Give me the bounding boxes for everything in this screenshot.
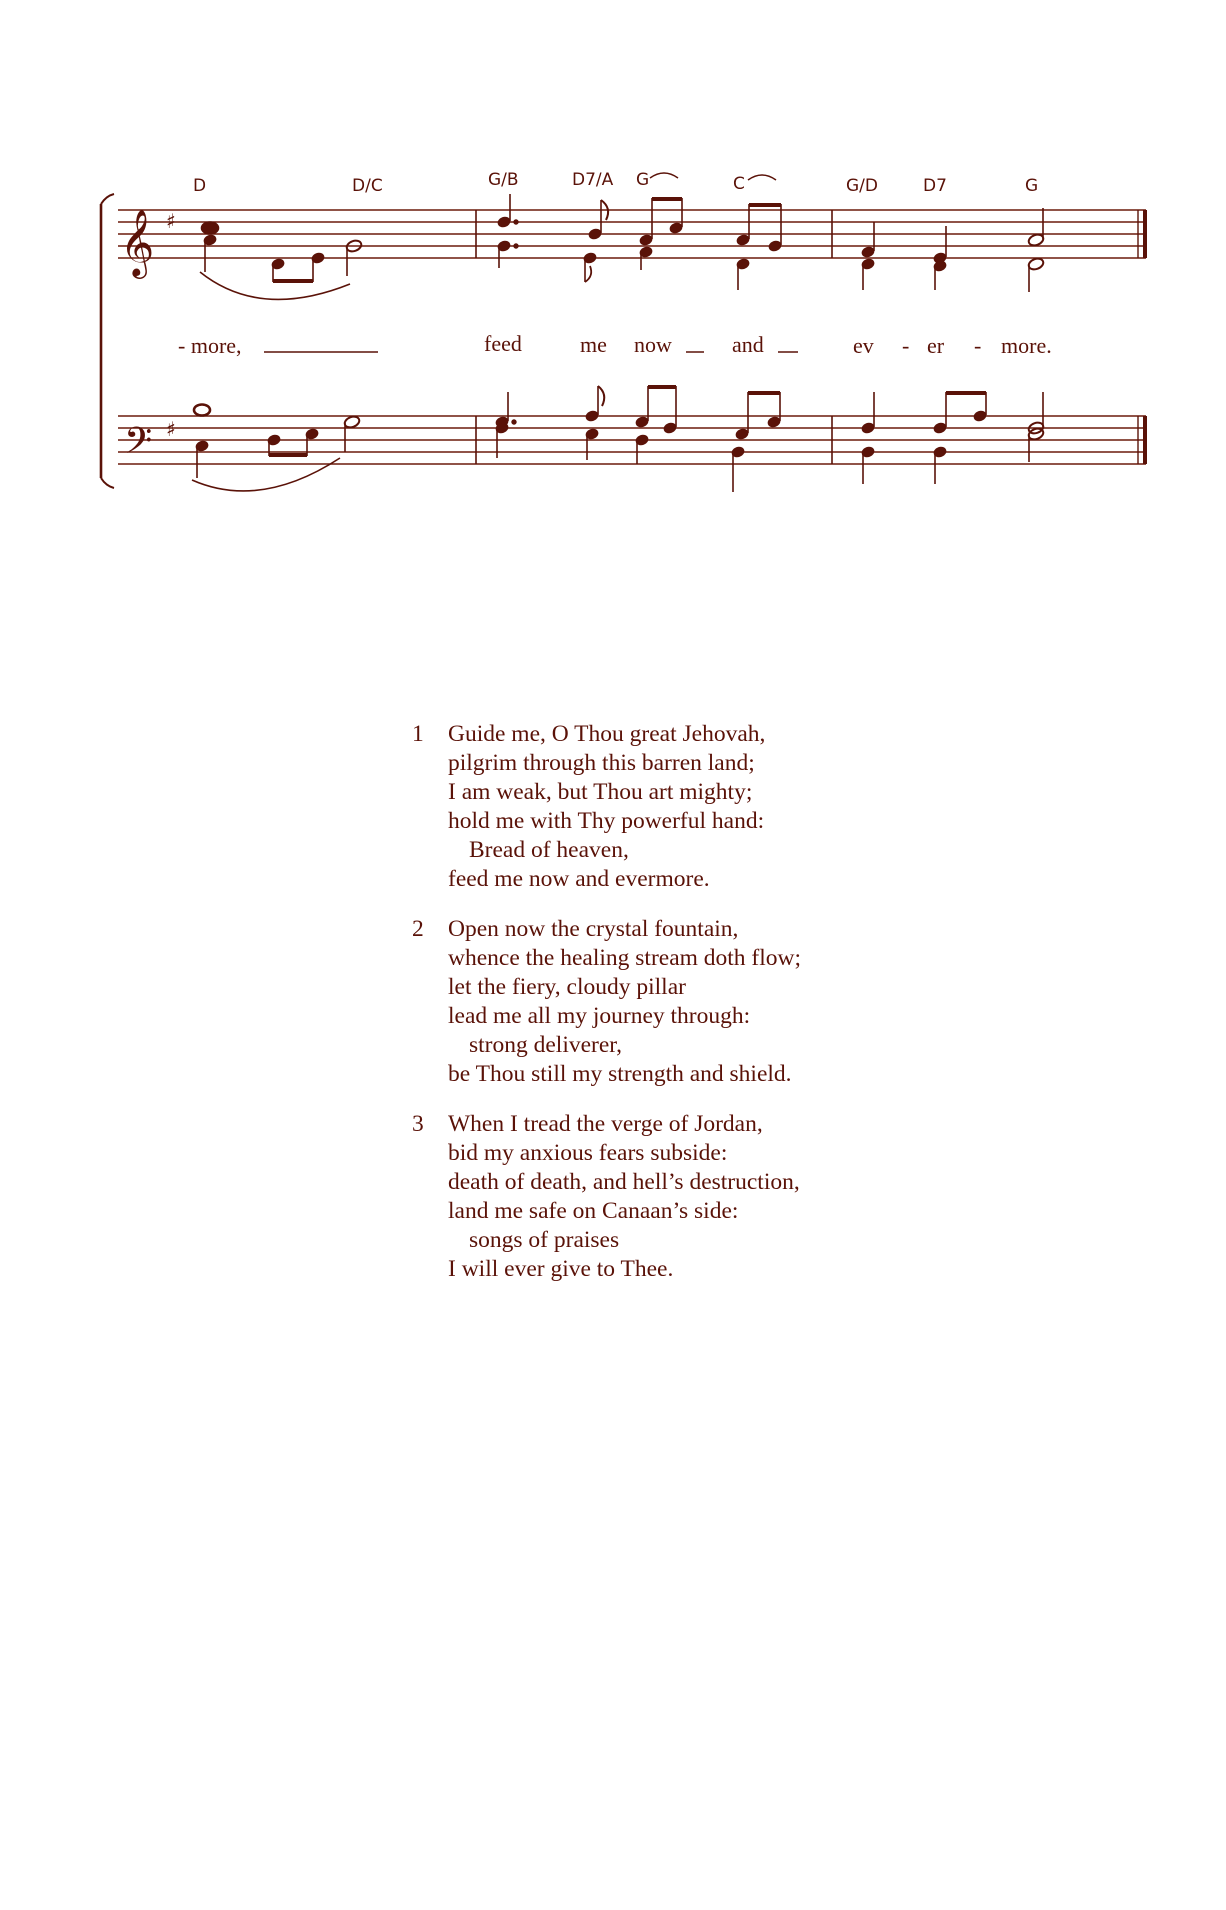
sharp-icon: ♯ [166,209,176,233]
system-bracket [101,194,114,488]
lyrics-line [178,331,1052,358]
chord-symbol: G [1025,176,1039,196]
verse-line: Bread of heaven, [469,837,629,863]
verse-line: feed me now and evermore. [448,866,710,892]
chord-symbol: D [193,176,207,196]
verse-text [448,915,932,1089]
verse-1 [412,720,932,894]
verse-3 [412,1110,932,1284]
verse-line: When I tread the verge of Jordan, [448,1111,763,1137]
verse-line: strong deliverer, [469,1032,623,1058]
lyric-syllable: feed [484,331,522,356]
lyric-syllable: me [580,332,607,357]
lyric-syllable: and [732,332,764,357]
music-score [0,0,1226,520]
treble-staff [118,194,1146,299]
verse-line: pilgrim through this barren land; [448,750,755,776]
chord-symbol: C [733,174,745,194]
verse-line: lead me all my journey through: [448,1003,751,1029]
verse-line: be Thou still my strength and shield. [448,1061,792,1087]
chord-symbol: G/B [488,170,519,190]
verse-line: whence the healing stream doth flow; [448,945,802,971]
bass-clef-icon: 𝄢 [124,420,153,471]
verse-line: death of death, and hell’s destruction, [448,1169,800,1195]
lyric-syllable: - more, [178,333,242,358]
chord-symbol: G [636,170,650,190]
sharp-icon: ♯ [166,417,176,441]
verse-number: 1 [412,721,424,747]
verse-line: land me safe on Canaan’s side: [448,1198,739,1224]
verse-number: 3 [412,1111,424,1137]
verse-2 [412,915,932,1089]
verse-line: bid my anxious fears subside: [448,1140,728,1166]
verse-line: Open now the crystal fountain, [448,916,739,942]
verse-line: I am weak, but Thou art mighty; [448,779,753,805]
verse-line: let the fiery, cloudy pillar [448,974,686,1000]
verse-line: I will ever give to Thee. [448,1256,674,1282]
bass-staff [118,386,1146,492]
treble-clef-icon: 𝄞 [120,208,155,276]
chord-symbols [193,170,1038,196]
verse-text [448,1110,932,1284]
lyric-syllable: er [927,333,945,358]
lyric-syllable: - [974,333,982,358]
hymn-verses [412,720,932,1305]
chord-symbol: D/C [352,176,383,196]
verse-text [448,720,932,894]
lyric-syllable: ev [853,333,874,358]
chord-symbol: D7 [923,176,947,196]
verse-line: songs of praises [469,1227,620,1253]
lyric-syllable: - [902,333,910,358]
lyric-syllable: more. [1001,333,1052,358]
chord-symbol: D7/A [572,170,614,190]
verse-number: 2 [412,916,424,942]
verse-line: Guide me, O Thou great Jehovah, [448,721,766,747]
lyric-syllable: now [634,332,672,357]
verse-line: hold me with Thy powerful hand: [448,808,765,834]
chord-symbol: G/D [846,176,878,196]
